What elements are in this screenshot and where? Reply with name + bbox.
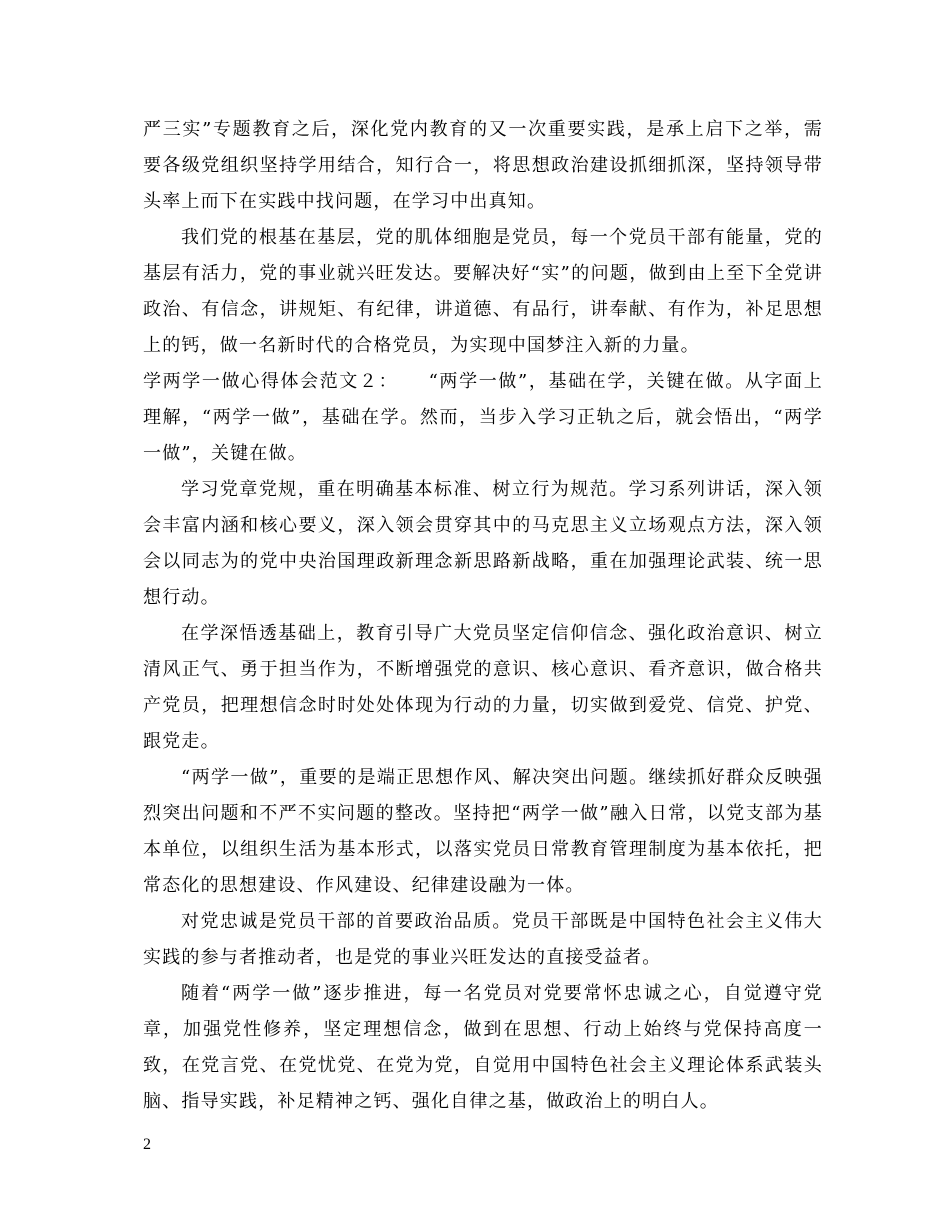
paragraph-7: 对党忠诚是党员干部的首要政治品质。党员干部既是中国特色社会主义伟大实践的参与者推动者，也是党的事业兴旺发达的直接受益者。 xyxy=(143,911,823,968)
document-body xyxy=(143,112,823,1120)
paragraph-8: 随着“两学一做”逐步推进，每一名党员对党要常怀忠诚之心，自觉遵守党章，加强党性修养，坚定理想信念，做到在思想、行动上始终与党保持高度一致，在党言党、在党忧党、在党为党，自觉用中国特色社会主义理论体系武装头脑、指导实践，补足精神之钙、强化自律之基，做政治上的明白人。 xyxy=(143,983,823,1112)
paragraph-4: 学习党章党规，重在明确基本标准、树立行为规范。学习系列讲话，深入领会丰富内涵和核心要义，深入领会贯穿其中的马克思主义立场观点方法，深入领会以同志为的党中央治国理政新理念新思路新战略，重在加强理论武装、统一思想行动。 xyxy=(143,479,823,608)
paragraph-1: 严三实”专题教育之后，深化党内教育的又一次重要实践，是承上启下之举，需要各级党组织坚持学用结合，知行合一，将思想政治建设抓细抓深，坚持领导带头率上而下在实践中找问题，在学习中出真知。 xyxy=(143,119,823,212)
page-number: 2 xyxy=(143,1136,151,1153)
paragraph-5: 在学深悟透基础上，教育引导广大党员坚定信仰信念、强化政治意识、树立清风正气、勇于担当作为，不断增强党的意识、核心意识、看齐意识，做合格共产党员，把理想信念时时处处体现为行动的力量，切实做到爱党、信党、护党、跟党走。 xyxy=(143,623,823,752)
paragraph-3: 学两学一做心得体会范文２： “两学一做”，基础在学，关键在做。从字面上理解，“两学一做”，基础在学。然而，当步入学习正轨之后，就会悟出，“两学一做”，关键在做。 xyxy=(143,371,823,464)
paragraph-2: 我们党的根基在基层，党的肌体细胞是党员，每一个党员干部有能量，党的基层有活力，党的事业就兴旺发达。要解决好“实”的问题，做到由上至下全党讲政治、有信念，讲规矩、有纪律，讲道德、有品行，讲奉献、有作为，补足思想上的钙，做一名新时代的合格党员，为实现中国梦注入新的力量。 xyxy=(143,227,823,356)
paragraph-6: “两学一做”，重要的是端正思想作风、解决突出问题。继续抓好群众反映强烈突出问题和不严不实问题的整改。坚持把“两学一做”融入日常，以党支部为基本单位，以组织生活为基本形式，以落实党员日常教育管理制度为基本依托，把常态化的思想建设、作风建设、纪律建设融为一体。 xyxy=(143,767,823,896)
